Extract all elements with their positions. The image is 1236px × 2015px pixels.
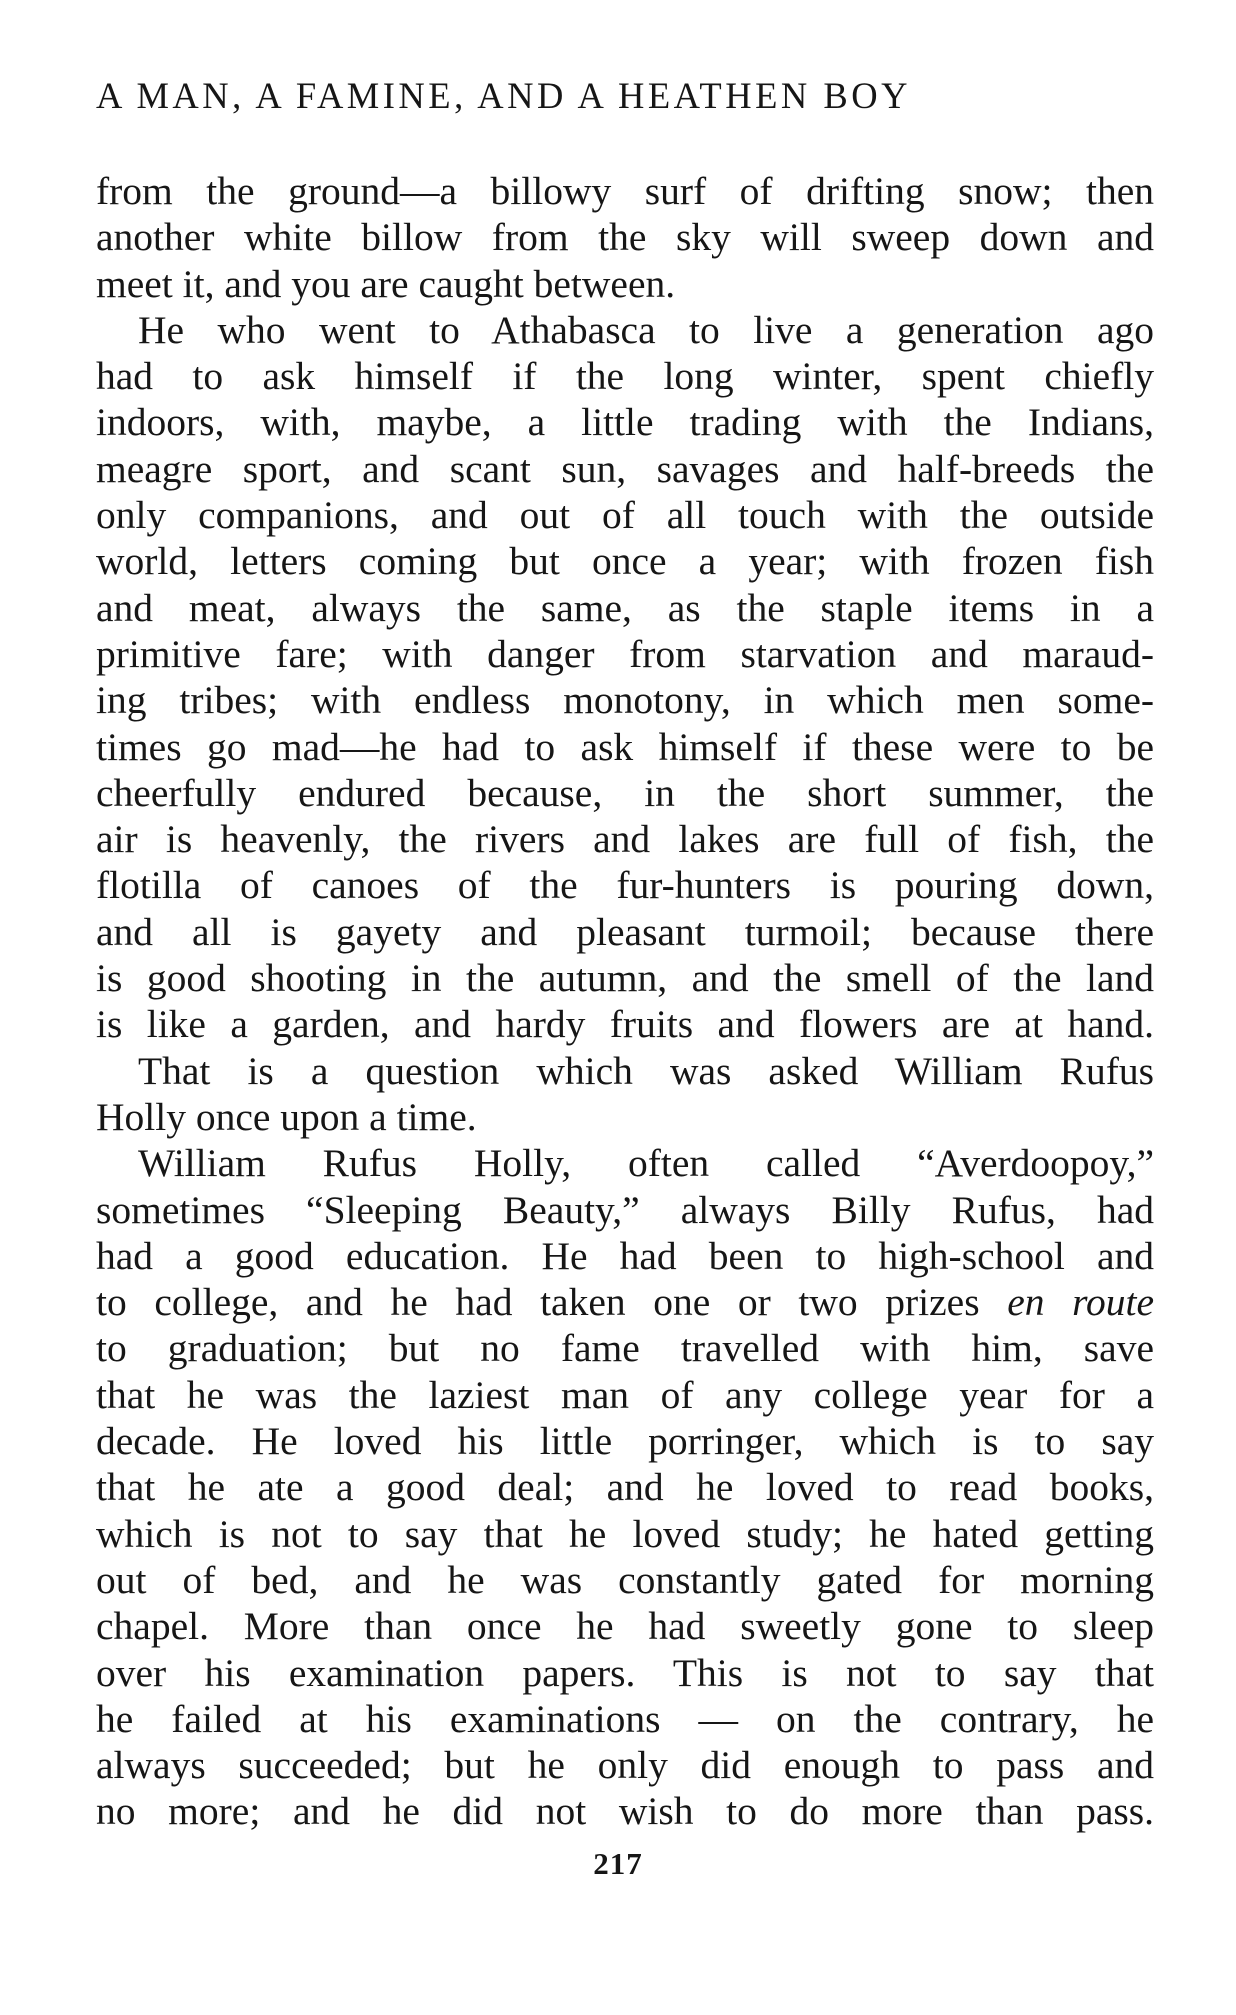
text-line: is good shooting in the autumn, and the smell of the land <box>96 956 1154 1001</box>
text-line: ing tribes; with endless monotony, in which men some- <box>96 678 1154 723</box>
text-line: chapel. More than once he had sweetly gone to sleep <box>96 1604 1154 1649</box>
text-line: indoors, with, maybe, a little trading with the Indians, <box>96 400 1154 445</box>
text-line: had to ask himself if the long winter, spent chiefly <box>96 354 1154 399</box>
text-line: times go mad—he had to ask himself if these were to be <box>96 724 1154 769</box>
text-run: to college, and he had taken one or two prizes <box>96 1280 1008 1325</box>
text-line: out of bed, and he was constantly gated for morning <box>96 1557 1154 1602</box>
text-line: world, letters coming but once a year; with frozen fish <box>96 539 1154 584</box>
text-line: and all is gayety and pleasant turmoil; because there <box>96 909 1154 954</box>
text-line: always succeeded; but he only did enough to pass and <box>96 1743 1154 1788</box>
text-line: decade. He loved his little porringer, which is to say <box>96 1419 1154 1464</box>
text-line: air is heavenly, the rivers and lakes are full of fish, the <box>96 817 1154 862</box>
page-number: 217 <box>593 1846 643 1881</box>
text-line: another white billow from the sky will sweep down and <box>96 215 1154 260</box>
text-line: cheerfully endured because, in the short summer, the <box>96 770 1154 815</box>
text-line: and meat, always the same, as the staple items in a <box>96 585 1154 630</box>
text-line: sometimes “Sleeping Beauty,” always Billy Rufus, had <box>96 1187 1154 1232</box>
text-line: William Rufus Holly, often called “Averdoopoy,” <box>138 1141 1154 1186</box>
running-head: A MAN, A FAMINE, AND A HEATHEN BOY <box>96 75 911 116</box>
text-line: only companions, and out of all touch with the outside <box>96 493 1154 538</box>
text-line: over his examination papers. This is not to say that <box>96 1650 1154 1695</box>
body-text <box>96 168 1154 1835</box>
text-line <box>96 1279 1154 1325</box>
text-line: He who went to Athabasca to live a generation ago <box>138 307 1154 352</box>
text-line: primitive fare; with danger from starvation and maraud- <box>96 631 1154 676</box>
text-line: to graduation; but no fame travelled with him, save <box>96 1326 1154 1371</box>
text-line: which is not to say that he loved study; he hated getting <box>96 1511 1154 1556</box>
text-line: that he ate a good deal; and he loved to read books, <box>96 1465 1154 1510</box>
text-line: That is a question which was asked William Rufus <box>138 1048 1154 1093</box>
text-line: Holly once upon a time. <box>96 1094 477 1139</box>
text-line: flotilla of canoes of the fur-hunters is pouring down, <box>96 863 1154 908</box>
text-line: is like a garden, and hardy fruits and flowers are at hand. <box>96 1002 1154 1047</box>
text-line: no more; and he did not wish to do more than pass. <box>96 1789 1154 1834</box>
text-line: he failed at his examinations — on the contrary, he <box>96 1696 1154 1741</box>
italic-phrase: en route <box>1007 1280 1154 1325</box>
text-line: meagre sport, and scant sun, savages and half-breeds the <box>96 446 1154 491</box>
text-line: that he was the laziest man of any college year for a <box>96 1372 1154 1417</box>
text-line: had a good education. He had been to high-school and <box>96 1233 1154 1278</box>
text-line: from the ground—a billowy surf of drifting snow; then <box>96 169 1154 213</box>
text-line: meet it, and you are caught between. <box>96 261 676 306</box>
